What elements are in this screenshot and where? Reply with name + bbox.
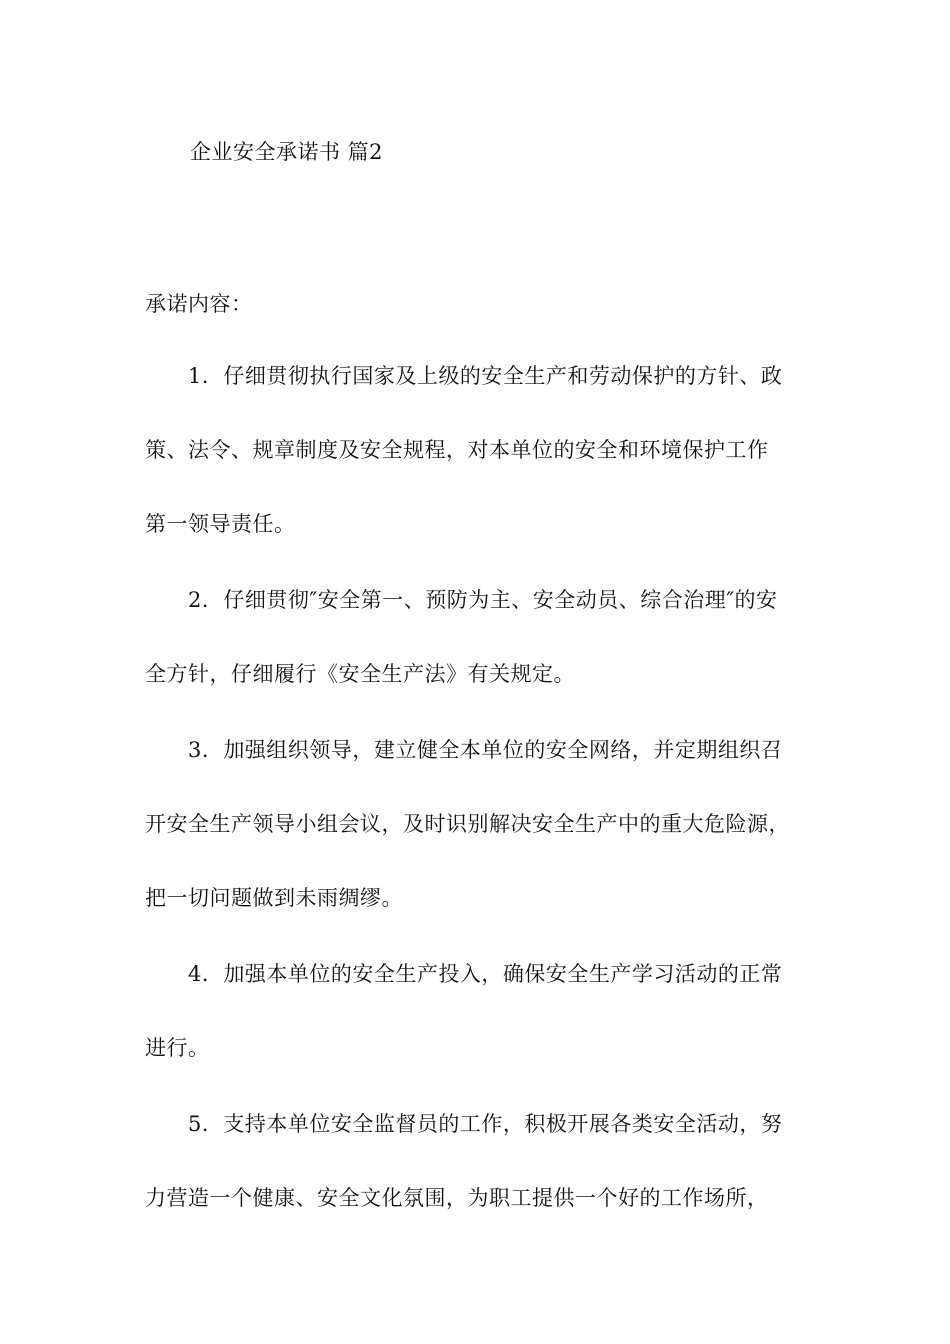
section-heading: 承诺内容：: [145, 292, 253, 316]
paragraph-line: 3．加强组织领导，建立健全本单位的安全网络，并定期组织召: [188, 738, 783, 762]
paragraph-line: 力营造一个健康、安全文化氛围，为职工提供一个好的工作场所，: [145, 1186, 769, 1210]
paragraph-line: 2．仔细贯彻″安全第一、预防为主、安全动员、综合治理″的安: [188, 588, 778, 612]
paragraph-line: 第一领导责任。: [145, 512, 296, 536]
paragraph-line: 把一切问题做到未雨绸缪。: [145, 886, 403, 910]
paragraph-line: 4．加强本单位的安全生产投入，确保安全生产学习活动的正常: [188, 962, 783, 986]
paragraph-line: 进行。: [145, 1036, 210, 1060]
document-title: 企业安全承诺书 篇2: [190, 140, 384, 164]
paragraph-line: 开安全生产领导小组会议，及时识别解决安全生产中的重大危险源，: [145, 812, 790, 836]
paragraph-line: 5．支持本单位安全监督员的工作，积极开展各类安全活动，努: [188, 1112, 783, 1136]
paragraph-line: 全方针，仔细履行《安全生产法》有关规定。: [145, 662, 575, 686]
paragraph-line: 策、法令、规章制度及安全规程，对本单位的安全和环境保护工作: [145, 438, 769, 462]
paragraph-line: 1．仔细贯彻执行国家及上级的安全生产和劳动保护的方针、政: [188, 364, 783, 388]
